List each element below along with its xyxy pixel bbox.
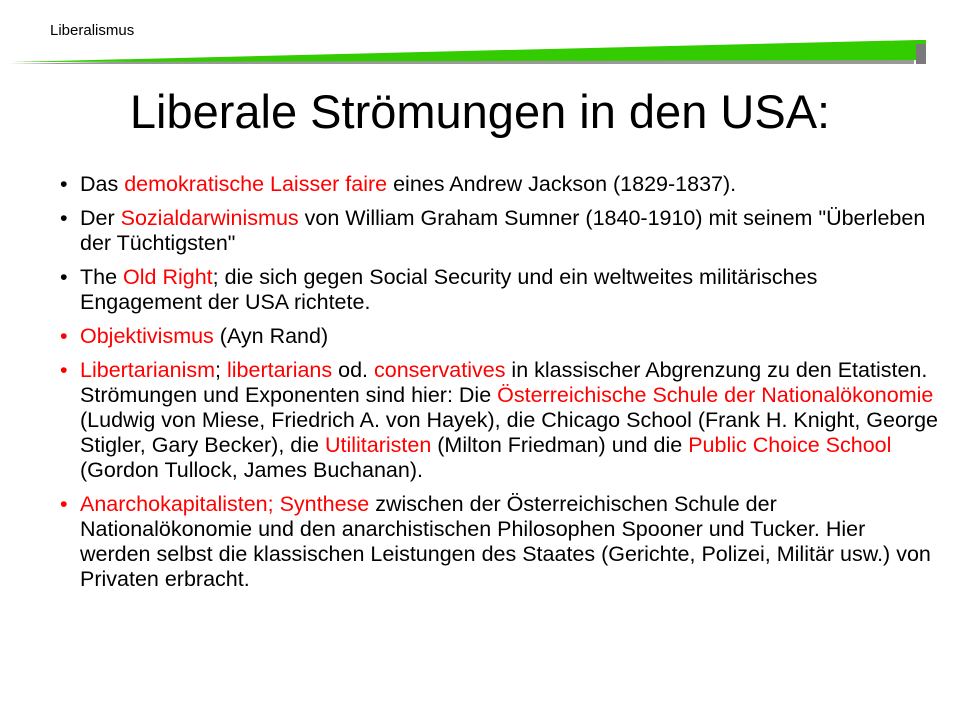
bullet-marker: • [60, 265, 68, 289]
bullet-item [60, 172, 940, 197]
bullet-text: The [80, 265, 124, 289]
highlighted-term: libertarians [226, 358, 333, 382]
slide-title: Liberale Strömungen in den USA: [129, 85, 831, 138]
bullet-text: Der [80, 206, 121, 230]
bullet-text: ; die sich gegen Social Security und ein weltweites militärisches Engagement der USA richtete. [80, 265, 818, 314]
bullet-text: (Ayn Rand) [213, 324, 329, 348]
bullet-item [60, 265, 940, 315]
highlighted-term: Libertarianism [80, 358, 216, 382]
header-label: Liberalismus [50, 22, 135, 39]
bullet-marker: • [60, 172, 68, 196]
bullet-text: in klassischer Abgrenzung zu den Etatisten. Strömungen und Exponenten sind hier: Die [80, 358, 928, 407]
bullet-item [60, 492, 940, 592]
bullet-text: od. [332, 358, 374, 382]
swoosh-end-shadow [916, 44, 926, 64]
bullet-text: Das [80, 172, 125, 196]
highlighted-term: Objektivismus [80, 324, 214, 348]
bullet-text: ; [215, 358, 227, 382]
highlighted-term: Sozialdarwinismus [120, 206, 299, 230]
bullet-item [60, 324, 940, 349]
bullet-marker: • [60, 358, 68, 382]
bullet-item [60, 206, 940, 256]
bullet-text: (Milton Friedman) und die [431, 433, 689, 457]
bullet-marker: • [60, 492, 68, 516]
bullet-text: zwischen der Österreichischen Schule der Nationalökonomie und den anarchistischen Philosophen Spooner und Tucker. Hier werden selbst die klassischen Leistungen des Staates (Gerichte, Polizei, Militär usw.) von Privaten erbracht. [80, 492, 931, 591]
highlighted-term: Anarchokapitalisten; Synthese [80, 492, 370, 516]
bullet-marker: • [60, 324, 68, 348]
bullet-list [60, 172, 940, 601]
bullet-marker: • [60, 206, 68, 230]
highlighted-term: demokratische Laisser faire [124, 172, 388, 196]
bullet-text: eines Andrew Jackson (1829-1837). [387, 172, 737, 196]
bullet-text: (Gordon Tullock, James Buchanan). [80, 458, 423, 482]
highlighted-term: Utilitaristen [324, 433, 432, 457]
highlighted-term: conservatives [374, 358, 506, 382]
bullet-text: (Ludwig von Miese, Friedrich A. von Hayek), die Chicago School (Frank H. Knight, George Stigler, Gary Becker), die [80, 408, 939, 457]
header-swoosh-decoration [0, 30, 960, 70]
bullet-item [60, 358, 940, 483]
swoosh-green [12, 40, 926, 62]
highlighted-term: Österreichische Schule der Nationalökonomie [497, 383, 934, 407]
highlighted-term: Old Right [123, 265, 213, 289]
highlighted-term: Public Choice School [688, 433, 892, 457]
bullet-text: von William Graham Sumner (1840-1910) mit seinem "Überleben der Tüchtigsten" [80, 206, 926, 255]
